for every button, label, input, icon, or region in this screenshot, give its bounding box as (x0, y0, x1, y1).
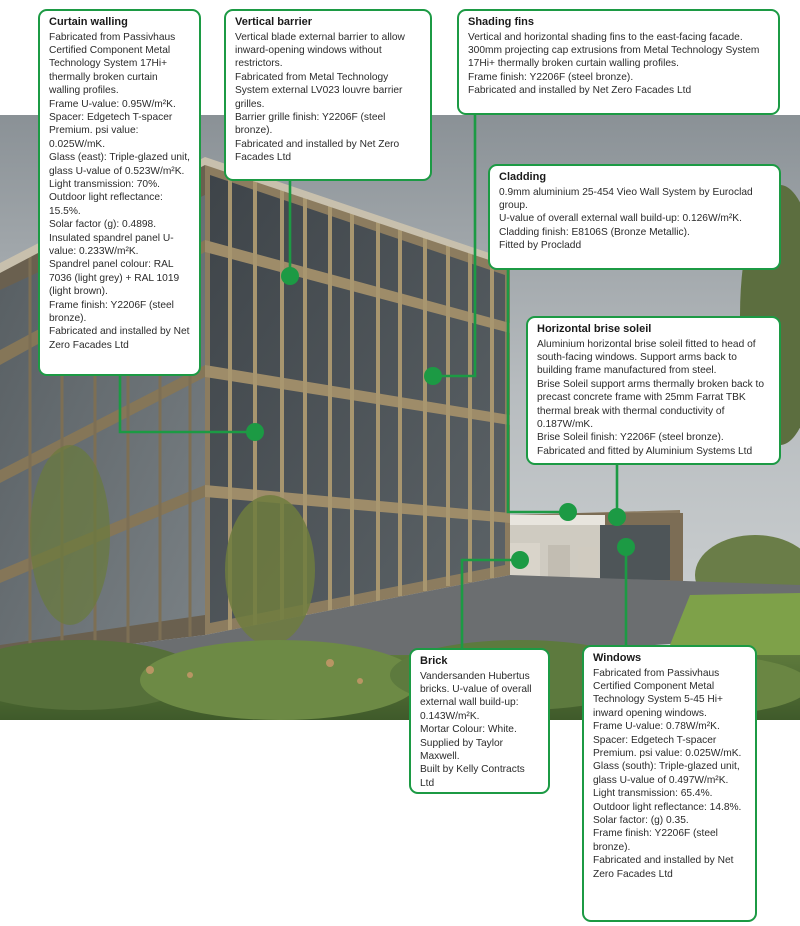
callout-line: Spacer: Edgetech T-spacer Premium. psi value: 0.025W/mK. (593, 734, 742, 759)
callout-line: Insulated spandrel panel U-value: 0.233W/m²K. (49, 232, 174, 257)
callout-line: 0.9mm aluminium 25-454 Vieo Wall System by Euroclad group. (499, 186, 753, 211)
callout-line: Vertical and horizontal shading fins to the east-facing facade. (468, 31, 743, 43)
callout-line: Cladding finish: E8106S (Bronze Metallic). (499, 226, 690, 238)
callout-line: Supplied by Taylor Maxwell. (420, 737, 504, 762)
callout-line: Vertical blade external barrier to allow inward-opening windows without restrictors. (235, 31, 405, 70)
callout-cladding (488, 164, 781, 270)
callout-title: Windows (593, 652, 642, 664)
callout-line: Fabricated from Metal Technology System external LV023 louvre barrier grilles. (235, 71, 403, 110)
callout-line: Fabricated and installed by Net Zero Facades Ltd (235, 138, 400, 164)
callout-line: 300mm projecting cap extrusions from Metal Technology System 17Hi+ thermally broken curtain walling profiles. (468, 44, 760, 70)
callout-line: Aluminium horizontal brise soleil fitted to head of south-facing windows. Support arms back to building frame manufactured from steel. (537, 338, 756, 377)
callout-line: Built by Kelly Contracts Ltd (420, 764, 525, 789)
callout-line: Fabricated and installed by Net Zero Facades Ltd (593, 855, 734, 880)
callout-line: Fabricated and installed by Net Zero Facades Ltd (468, 85, 692, 97)
callout-horizontal-brise-soleil (526, 316, 781, 465)
callout-brick (409, 648, 550, 794)
callout-vertical-barrier (224, 9, 432, 181)
callout-line: Brise Soleil finish: Y2206F (steel bronze). (537, 432, 724, 444)
callout-title: Curtain walling (49, 16, 128, 28)
callout-line: Solar factor: (g) 0.35. (593, 814, 689, 826)
callout-line: Outdoor light reflectance: 14.8%. (593, 801, 742, 813)
callout-line: Vandersanden Hubertus bricks. U-value of overall external wall build-up: 0.143W/m²K. (420, 670, 532, 722)
callout-line: Fabricated from Passivhaus Certified Component Metal Technology System 17Hi+ thermally broken curtain walling profiles. (49, 31, 176, 97)
callout-windows (582, 645, 757, 922)
callout-line: Fabricated and installed by Net Zero Facades Ltd (49, 326, 190, 351)
callout-line: Light transmission: 65.4%. (593, 788, 713, 800)
callout-line: Outdoor light reflectance: 15.5%. (49, 192, 163, 217)
callout-title: Cladding (499, 171, 547, 183)
callout-line: Spandrel panel colour: RAL 7036 (light grey) + RAL 1019 (light brown). (49, 259, 180, 298)
callout-line: Frame U-value: 0.78W/m²K. (593, 721, 720, 733)
callout-line: Fitted by Procladd (499, 240, 582, 252)
callout-line: Spacer: Edgetech T-spacer Premium. psi value: 0.025W/mK. (49, 111, 173, 150)
callout-line: Brise Soleil support arms thermally broken back to precast concrete frame with 25mm Farrat TBK thermal break with thermal conductivity of 0.187W/mK. (537, 378, 765, 430)
callout-line: Frame finish: Y2206F (steel bronze). (468, 71, 634, 83)
callout-line: Barrier grille finish: Y2206F (steel bronze). (235, 111, 386, 137)
callout-line: Glass (east): Triple-glazed unit, glass U-value of 0.523W/m²K. (49, 152, 190, 177)
callout-title: Shading fins (468, 16, 534, 28)
callout-line: Solar factor (g): 0.4898. (49, 219, 157, 231)
callout-line: Frame finish: Y2206F (steel bronze). (49, 299, 174, 325)
callout-shading-fins (457, 9, 780, 115)
callout-line: Frame U-value: 0.95W/m²K. (49, 98, 176, 110)
callout-line: Fabricated from Passivhaus Certified Component Metal Technology System 5-45 Hi+ inward opening windows. (593, 667, 723, 719)
callout-curtain-walling (38, 9, 201, 376)
callout-line: Fabricated and fitted by Aluminium Systems Ltd (537, 445, 753, 457)
callout-line: Frame finish: Y2206F (steel bronze). (593, 828, 718, 853)
callout-line: U-value of overall external wall build-up: 0.126W/m²K. (499, 213, 742, 225)
callout-title: Horizontal brise soleil (537, 323, 652, 335)
callout-title: Vertical barrier (235, 16, 313, 28)
callout-title: Brick (420, 655, 448, 667)
callout-line: Mortar Colour: White. (420, 724, 517, 736)
callout-line: Glass (south): Triple-glazed unit, glass U-value of 0.497W/m²K. (593, 761, 740, 786)
callout-line: Light transmission: 70%. (49, 178, 160, 190)
